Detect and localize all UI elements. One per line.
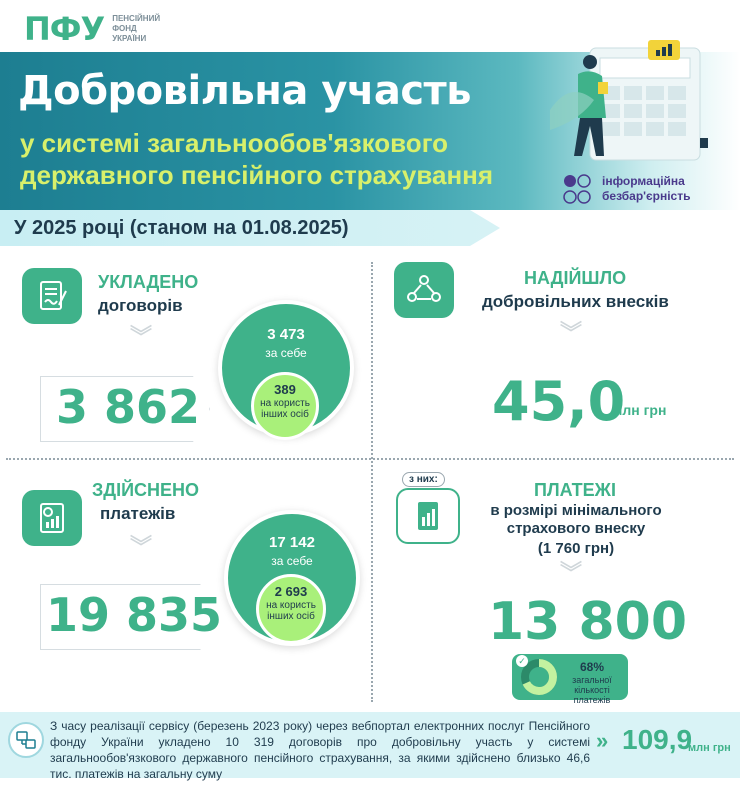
payments-total: 19 835: [46, 588, 223, 642]
document-chart-icon-box: [396, 488, 460, 544]
payments-others-value: 2 693: [274, 584, 308, 599]
report-icon-box: [22, 490, 82, 546]
contributions-heading: НАДІЙШЛО: [524, 268, 627, 288]
contracts-others-label-1: на користь: [260, 398, 310, 409]
people-network-icon: [406, 273, 442, 307]
people-network-icon-box: [394, 262, 454, 318]
accessibility-badge-text: [602, 174, 691, 204]
logo-line-1: ПЕНСІЙНИЙ: [112, 14, 161, 23]
footer-unit: млн грн: [688, 742, 731, 754]
contracts-others-value: 389: [274, 382, 296, 397]
min-payments-subheading-1: в розмірі мінімального: [490, 502, 662, 519]
payments-subheading: платежів: [100, 504, 176, 523]
min-payments-heading: ПЛАТЕЖІ: [534, 480, 616, 500]
horizontal-divider: [6, 458, 734, 460]
contract-icon: [35, 279, 69, 313]
share-percent: 68%: [579, 660, 605, 674]
contracts-subheading: договорів: [98, 296, 183, 315]
min-payments-value: 13 800: [488, 592, 688, 652]
share-label-2: кількості платежів: [573, 685, 611, 705]
chevron-down-icon: ︾: [559, 560, 582, 585]
chevron-down-icon: ︾: [559, 320, 582, 345]
calculator-person-illustration: [550, 40, 730, 170]
contract-icon-box: [22, 268, 82, 324]
footer-value: 109,9: [622, 724, 693, 755]
portal-icon: [8, 722, 44, 758]
of-which-tag: з них:: [402, 472, 445, 487]
contributions-value: 45,0: [492, 370, 626, 433]
vertical-divider: [371, 262, 373, 702]
contributions-subheading: добровільних внесків: [482, 292, 669, 311]
hero-title: Добровільна участь: [18, 68, 472, 114]
pfu-logo: [24, 10, 160, 48]
min-payments-subheading-2: страхового внеску: [506, 520, 646, 537]
document-chart-icon: [411, 499, 445, 533]
logo-line-3: УКРАЇНИ: [112, 34, 147, 43]
chevron-down-icon: ︾: [129, 534, 152, 559]
payments-others-label-2: інших осіб: [267, 611, 315, 622]
payments-self-value: 17 142: [269, 534, 315, 551]
share-label-1: загальної: [572, 675, 612, 685]
contracts-others-label-2: інших осіб: [261, 409, 309, 420]
chevron-down-icon: ︾: [129, 324, 152, 349]
report-chart-icon: [35, 501, 69, 535]
payments-others-label-1: на користь: [266, 600, 316, 611]
contracts-self-label: за себе: [265, 346, 307, 360]
double-chevron-right-icon: »: [596, 728, 609, 753]
payments-self-label: за себе: [271, 554, 313, 568]
devices-icon: [15, 729, 37, 751]
footer-text: З часу реалізації сервісу (березень 2023 року) через вебпортал електронних послуг Пенсійного фонду України укладено 10 319 договорів про добровільну участь у системі загальнообов'язкового державного пенсійного страхування, за якими здійснено близько 46,6 тис. платежів на загальну суму: [50, 719, 590, 781]
circles-icon: [560, 172, 594, 206]
logo-text: [112, 14, 160, 44]
badge-line-2: безбар'єрність: [602, 189, 691, 203]
payments-heading: ЗДІЙСНЕНО: [92, 480, 200, 500]
contracts-self-value: 3 473: [267, 326, 305, 343]
accessibility-badge: [560, 172, 691, 206]
logo-line-2: ФОНД: [112, 24, 137, 33]
contracts-total: 3 862: [56, 380, 201, 434]
check-icon: ✓: [516, 655, 528, 667]
badge-line-1: інформаційна: [602, 174, 685, 188]
hero-subtitle-line-1: у системі загальнообов'язкового: [20, 128, 449, 158]
logo-mark: ПФУ: [24, 10, 105, 48]
min-payments-amount: (1 760 грн): [537, 540, 615, 557]
contracts-heading: УКЛАДЕНО: [98, 272, 199, 292]
period-label: У 2025 році (станом на 01.08.2025): [14, 217, 349, 239]
hero-subtitle-line-2: державного пенсійного страхування: [20, 160, 494, 190]
contributions-unit: млн грн: [612, 402, 667, 418]
